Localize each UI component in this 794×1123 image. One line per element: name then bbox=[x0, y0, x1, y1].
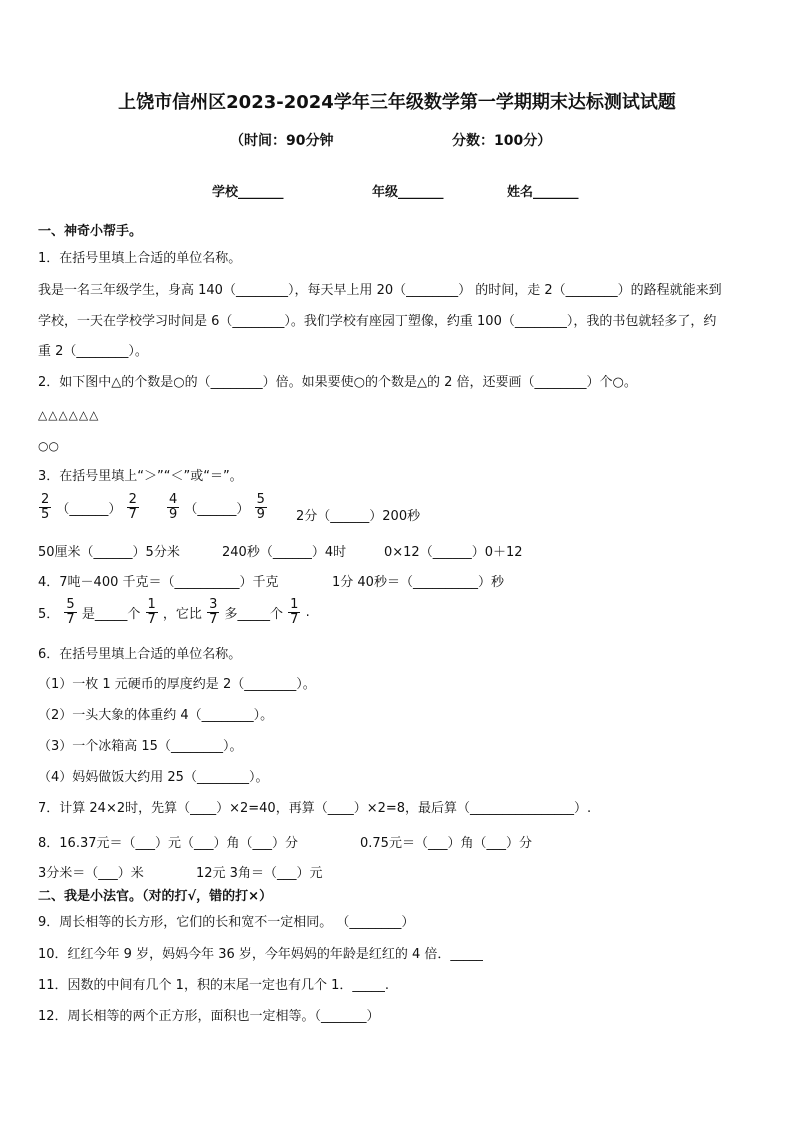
time-limit: （时间：90分钟 bbox=[230, 133, 334, 149]
name-field: 姓名_______ bbox=[507, 185, 579, 200]
q6-item3: （3）一个冰箱高 15（________）。 bbox=[38, 739, 243, 754]
fraction: $\frac{2}{5}$ bbox=[41, 492, 50, 522]
q4-part2: 1分 40秒＝（__________）秒 bbox=[332, 575, 504, 590]
q1-line3: 重 2（________）。 bbox=[38, 344, 148, 359]
q6-item4: （4）妈妈做饭大约用 25（________）。 bbox=[38, 770, 269, 785]
fraction: $\frac{3}{7}$ bbox=[209, 597, 218, 627]
answer-blank[interactable]: （______） bbox=[56, 502, 122, 517]
q8-part1: 8．16.37元＝（___）元（___）角（___）分 bbox=[38, 836, 298, 851]
grade-field: 年级_______ bbox=[372, 185, 444, 200]
q12-line: 12．周长相等的两个正方形，面积也一定相等。（_______） bbox=[38, 1009, 380, 1024]
q8-part3: 3分米＝（___）米 bbox=[38, 866, 144, 881]
fraction: $\frac{5}{7}$ bbox=[66, 597, 75, 627]
q1-line1: 我是一名三年级学生，身高 140（________），每天早上用 20（________） 的时间，走 2（________）的路程就能来到 bbox=[38, 283, 722, 298]
section1-heading: 一、神奇小帮手。 bbox=[38, 224, 143, 239]
q2-triangles: △△△△△△ bbox=[38, 408, 100, 422]
fraction: $\frac{2}{7}$ bbox=[128, 492, 137, 522]
q6-item1: （1）一枚 1 元硬币的厚度约是 2（________）。 bbox=[38, 677, 316, 692]
q6-item2: （2）一头大象的体重约 4（________）。 bbox=[38, 708, 274, 723]
q3-compare-5: 240秒（______）4时 bbox=[222, 545, 347, 560]
fraction: $\frac{1}{7}$ bbox=[290, 597, 299, 627]
fraction: $\frac{1}{7}$ bbox=[147, 597, 156, 627]
q10-line: 10．红红今年 9 岁，妈妈今年 36 岁，今年妈妈的年龄是红红的 4 倍．_____ bbox=[38, 947, 483, 962]
q3-compare-6: 0×12（______）0＋12 bbox=[384, 545, 523, 560]
q6-title: 6．在括号里填上合适的单位名称。 bbox=[38, 647, 242, 662]
q8-part4: 12元 3角＝（___）元 bbox=[196, 866, 323, 881]
q3-compare-3: 2分（______）200秒 bbox=[296, 509, 421, 524]
q7-line: 7．计算 24×2时，先算（____）×2=40，再算（____）×2=8，最后算（________________）. bbox=[38, 801, 592, 816]
q5-line: 5． $\frac{5}{7}$ 是_____个 $\frac{1}{7}$ ，它比 $\frac{3}{7}$ 多_____个 $\frac{1}{7}$ . bbox=[38, 597, 310, 627]
school-field: 学校_______ bbox=[212, 185, 284, 200]
fraction: $\frac{4}{9}$ bbox=[169, 492, 178, 522]
q2-line: 2．如下图中△的个数是○的（________）倍。如果要使○的个数是△的 2 倍，还要画（________）个○。 bbox=[38, 375, 637, 390]
q9-line: 9．周长相等的长方形，它们的长和宽不一定相同。 （________） bbox=[38, 915, 415, 930]
q11-line: 11．因数的中间有几个 1，积的末尾一定也有几个 1．_____. bbox=[38, 978, 389, 993]
total-score: 分数：100分） bbox=[452, 133, 552, 149]
q2-circles: ○○ bbox=[38, 439, 59, 453]
q1-line2: 学校，一天在学校学习时间是 6（________）。我们学校有座园丁塑像，约重 100（________），我的书包就轻多了，约 bbox=[38, 314, 717, 329]
q4-part1: 4．7吨－400 千克＝（__________）千克 bbox=[38, 575, 279, 590]
q3-compare-1 bbox=[38, 493, 140, 522]
answer-blank[interactable]: （______） bbox=[184, 502, 250, 517]
q3-title: 3．在括号里填上“＞”“＜”或“＝”。 bbox=[38, 469, 243, 484]
fraction: $\frac{5}{9}$ bbox=[256, 492, 265, 522]
q3-compare-2 bbox=[166, 493, 268, 522]
q8-part2: 0.75元＝（___）角（___）分 bbox=[360, 836, 532, 851]
section2-heading: 二、我是小法官。（对的打√，错的打×） bbox=[38, 889, 273, 904]
exam-title: 上饶市信州区2023-2024学年三年级数学第一学期期末达标测试试题 bbox=[118, 92, 676, 113]
q1-title: 1．在括号里填上合适的单位名称。 bbox=[38, 251, 242, 266]
q3-compare-4: 50厘米（______）5分米 bbox=[38, 545, 180, 560]
